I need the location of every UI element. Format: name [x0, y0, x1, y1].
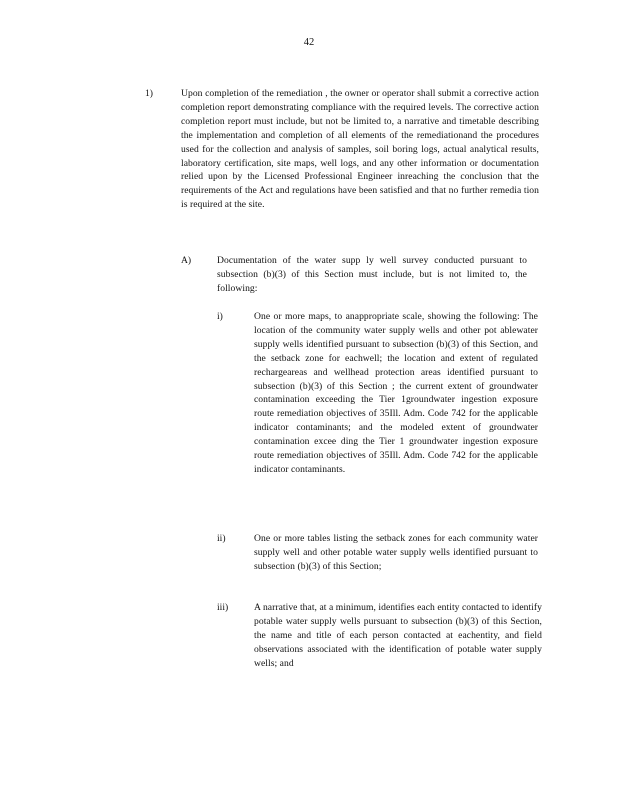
subsection-a-marker: A) [181, 255, 192, 266]
section-1-paragraph: Upon completion of the remediation , the owner or operator shall submit a corrective action completion report demonstrating compliance with the required levels. The corrective action completion report must include, but not be limited to, a narrative and timetable describing the implementation and completion of all elements of the remediationand the procedures used for the collection and analysis of samples, soil boring logs, actual analytical results, laboratory certification, site maps, well logs, and any other information or documentation relied upon by the Licensed Professional Engineer inreaching the conclusion that the requirements of the Act and regulations have been satisfied and that no further remedia tion is required at the site. [181, 88, 539, 211]
item-ii-paragraph: One or more tables listing the setback zones for each community water supply well and other potable water supply wells identified pursuant to subsection (b)(3) of this Section; [254, 533, 538, 572]
item-ii-marker: ii) [217, 533, 226, 544]
section-1-marker: 1) [145, 88, 153, 99]
item-i-marker: i) [217, 311, 223, 322]
item-iii-marker: iii) [217, 602, 229, 613]
item-iii-paragraph: A narrative that, at a minimum, identifies each entity contacted to identify potable water supply wells pursuant to subsection (b)(3) of this Section, the name and title of each person contacted at eachentity, and field observations associated with the identification of potable water supply wells; and [254, 602, 542, 669]
subsection-a-paragraph: Documentation of the water supp ly well survey conducted pursuant to subsection (b)(3) of this Section must include, but is not limited to, the following: [217, 255, 527, 294]
page-number: 42 [303, 37, 315, 48]
item-i-paragraph: One or more maps, to anappropriate scale, showing the following: The location of the community water supply wells and other pot ablewater supply wells identified pursuant to subsection (b)(3) of this Section, and the setback zone for eachwell; the location and extent of regulated rechargeareas and wellhead protection areas identified pursuant to subsection (b)(3) of this Section ; the current extent of groundwater contamination exceeding the Tier 1groundwater ingestion exposure route remediation objectives of 35Ill. Adm. Code 742 for the applicable indicator contaminants; and the modeled extent of groundwater contamination excee ding the Tier 1 groundwater ingestion exposure route remediation objectives of 35Ill. Adm. Code 742 for the applicable indicator contaminants. [254, 311, 538, 475]
